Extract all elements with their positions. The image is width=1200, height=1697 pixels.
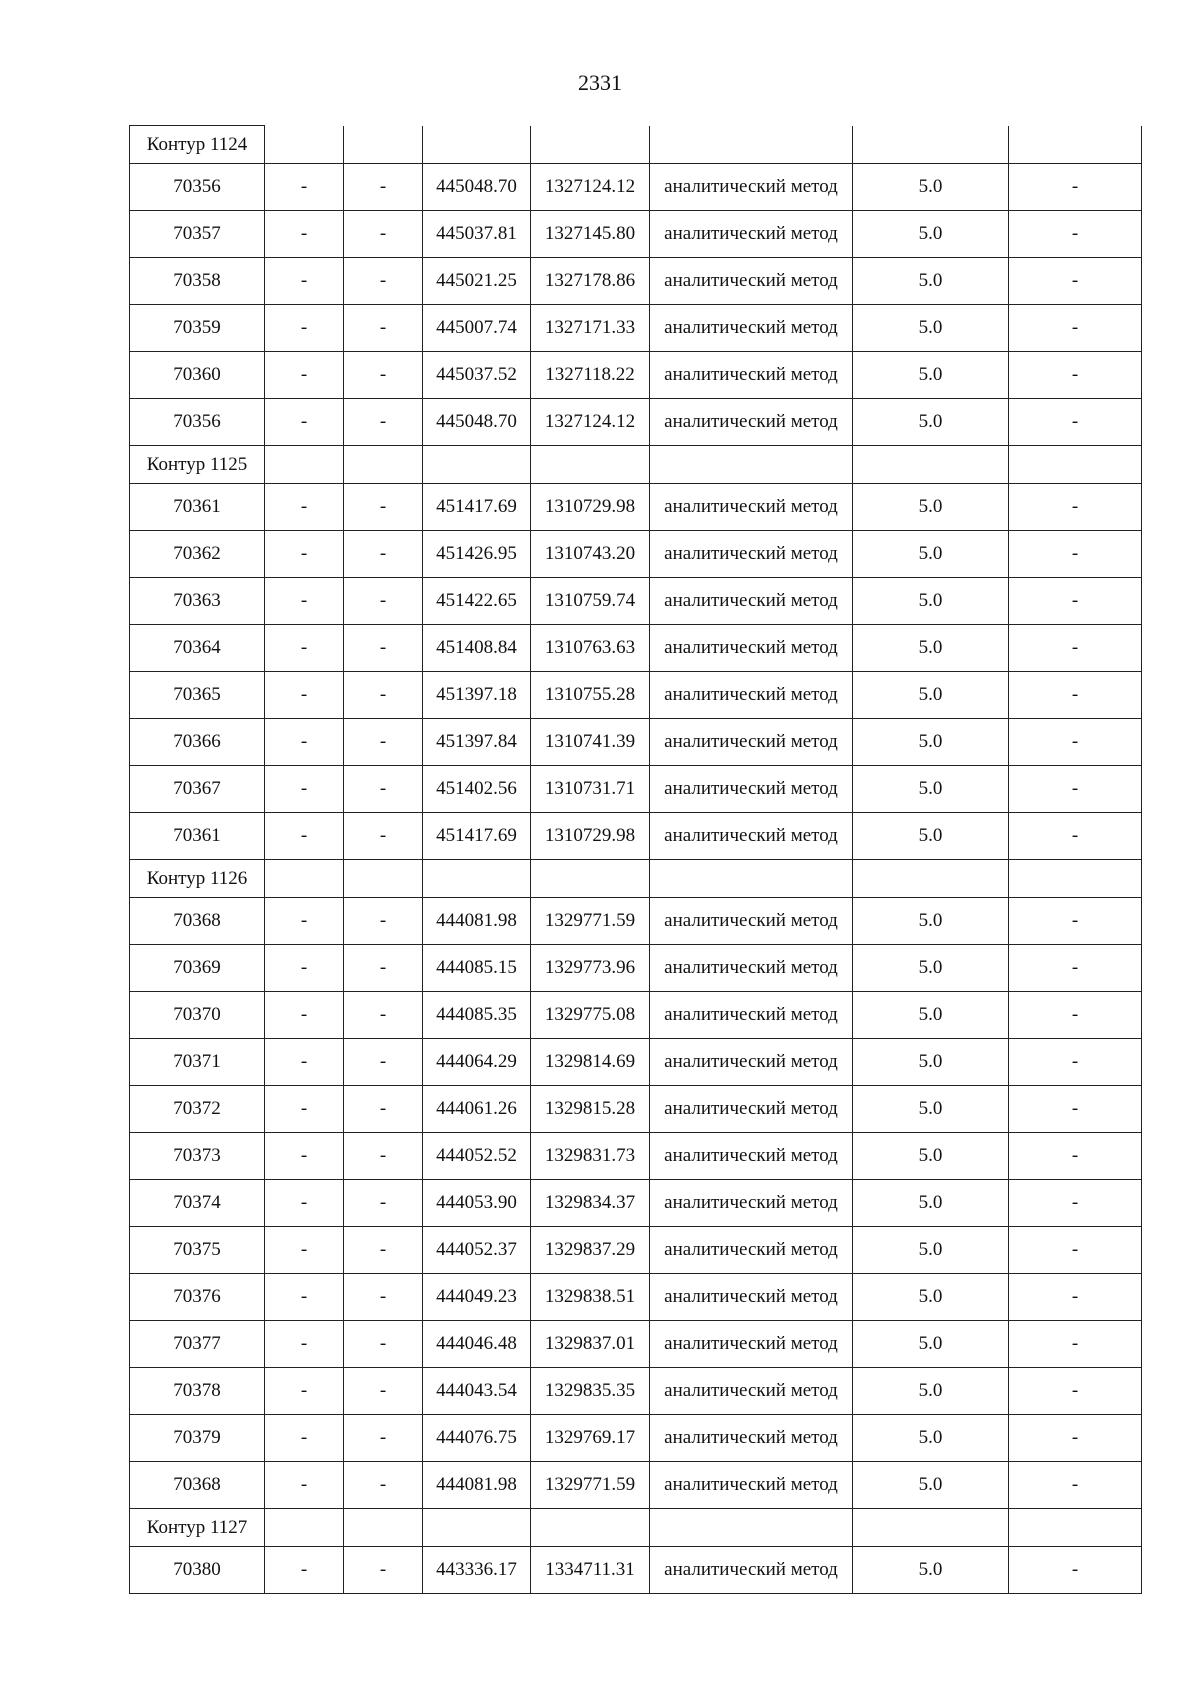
dash-cell: - [265, 531, 344, 578]
empty-cell [344, 860, 423, 898]
method-cell: аналитический метод [650, 625, 853, 672]
empty-cell [265, 446, 344, 484]
x-coordinate-cell: 445021.25 [423, 258, 531, 305]
table-row [130, 164, 1142, 211]
x-coordinate-cell: 451397.18 [423, 672, 531, 719]
table-row [130, 531, 1142, 578]
dash-cell: - [344, 1274, 423, 1321]
empty-cell [1009, 860, 1142, 898]
point-number-cell: 70367 [130, 766, 265, 813]
method-cell: аналитический метод [650, 1368, 853, 1415]
y-coordinate-cell: 1329838.51 [531, 1274, 650, 1321]
dash-cell: - [1009, 1039, 1142, 1086]
precision-cell: 5.0 [853, 1039, 1009, 1086]
y-coordinate-cell: 1329773.96 [531, 945, 650, 992]
dash-cell: - [1009, 992, 1142, 1039]
x-coordinate-cell: 451402.56 [423, 766, 531, 813]
table-row [130, 1462, 1142, 1509]
coordinates-table [129, 125, 1142, 1594]
method-cell: аналитический метод [650, 578, 853, 625]
point-number-cell: 70379 [130, 1415, 265, 1462]
x-coordinate-cell: 445037.52 [423, 352, 531, 399]
point-number-cell: 70356 [130, 164, 265, 211]
table-row [130, 992, 1142, 1039]
precision-cell: 5.0 [853, 1415, 1009, 1462]
method-cell: аналитический метод [650, 164, 853, 211]
empty-cell [423, 126, 531, 164]
method-cell: аналитический метод [650, 1227, 853, 1274]
dash-cell: - [265, 1086, 344, 1133]
dash-cell: - [344, 399, 423, 446]
dash-cell: - [1009, 164, 1142, 211]
empty-cell [344, 126, 423, 164]
precision-cell: 5.0 [853, 1133, 1009, 1180]
dash-cell: - [344, 305, 423, 352]
x-coordinate-cell: 444053.90 [423, 1180, 531, 1227]
y-coordinate-cell: 1334711.31 [531, 1547, 650, 1594]
point-number-cell: 70373 [130, 1133, 265, 1180]
table-row [130, 1321, 1142, 1368]
empty-cell [650, 126, 853, 164]
precision-cell: 5.0 [853, 1462, 1009, 1509]
empty-cell [265, 1509, 344, 1547]
dash-cell: - [265, 1321, 344, 1368]
empty-cell [344, 446, 423, 484]
y-coordinate-cell: 1327118.22 [531, 352, 650, 399]
point-number-cell: 70378 [130, 1368, 265, 1415]
dash-cell: - [1009, 1227, 1142, 1274]
table-row [130, 352, 1142, 399]
dash-cell: - [1009, 211, 1142, 258]
dash-cell: - [1009, 813, 1142, 860]
dash-cell: - [344, 945, 423, 992]
empty-cell [853, 126, 1009, 164]
table-row [130, 719, 1142, 766]
x-coordinate-cell: 444081.98 [423, 898, 531, 945]
precision-cell: 5.0 [853, 1368, 1009, 1415]
y-coordinate-cell: 1327124.12 [531, 399, 650, 446]
method-cell: аналитический метод [650, 1321, 853, 1368]
table-row [130, 945, 1142, 992]
dash-cell: - [1009, 945, 1142, 992]
table-row [130, 1086, 1142, 1133]
method-cell: аналитический метод [650, 766, 853, 813]
precision-cell: 5.0 [853, 719, 1009, 766]
precision-cell: 5.0 [853, 992, 1009, 1039]
dash-cell: - [265, 1180, 344, 1227]
dash-cell: - [344, 1227, 423, 1274]
x-coordinate-cell: 443336.17 [423, 1547, 531, 1594]
y-coordinate-cell: 1310759.74 [531, 578, 650, 625]
y-coordinate-cell: 1329771.59 [531, 898, 650, 945]
dash-cell: - [265, 625, 344, 672]
y-coordinate-cell: 1329775.08 [531, 992, 650, 1039]
point-number-cell: 70377 [130, 1321, 265, 1368]
precision-cell: 5.0 [853, 258, 1009, 305]
y-coordinate-cell: 1329814.69 [531, 1039, 650, 1086]
x-coordinate-cell: 451417.69 [423, 813, 531, 860]
point-number-cell: 70366 [130, 719, 265, 766]
dash-cell: - [1009, 719, 1142, 766]
y-coordinate-cell: 1310763.63 [531, 625, 650, 672]
dash-cell: - [1009, 578, 1142, 625]
contour-header-row [130, 126, 1142, 164]
dash-cell: - [344, 813, 423, 860]
point-number-cell: 70364 [130, 625, 265, 672]
point-number-cell: 70361 [130, 813, 265, 860]
table-body [130, 126, 1142, 1594]
dash-cell: - [1009, 1321, 1142, 1368]
table-row [130, 399, 1142, 446]
precision-cell: 5.0 [853, 484, 1009, 531]
y-coordinate-cell: 1310729.98 [531, 813, 650, 860]
method-cell: аналитический метод [650, 531, 853, 578]
dash-cell: - [1009, 1274, 1142, 1321]
dash-cell: - [1009, 625, 1142, 672]
dash-cell: - [265, 1415, 344, 1462]
contour-name: Контур 1126 [130, 860, 265, 898]
empty-cell [1009, 1509, 1142, 1547]
x-coordinate-cell: 444081.98 [423, 1462, 531, 1509]
empty-cell [423, 1509, 531, 1547]
empty-cell [650, 1509, 853, 1547]
dash-cell: - [265, 1039, 344, 1086]
dash-cell: - [344, 211, 423, 258]
dash-cell: - [344, 1547, 423, 1594]
method-cell: аналитический метод [650, 1133, 853, 1180]
y-coordinate-cell: 1329837.29 [531, 1227, 650, 1274]
contour-name: Контур 1127 [130, 1509, 265, 1547]
method-cell: аналитический метод [650, 1547, 853, 1594]
point-number-cell: 70370 [130, 992, 265, 1039]
precision-cell: 5.0 [853, 672, 1009, 719]
point-number-cell: 70359 [130, 305, 265, 352]
dash-cell: - [265, 813, 344, 860]
point-number-cell: 70365 [130, 672, 265, 719]
dash-cell: - [265, 352, 344, 399]
y-coordinate-cell: 1327145.80 [531, 211, 650, 258]
empty-cell [344, 1509, 423, 1547]
x-coordinate-cell: 444052.37 [423, 1227, 531, 1274]
precision-cell: 5.0 [853, 352, 1009, 399]
empty-cell [853, 1509, 1009, 1547]
dash-cell: - [344, 1321, 423, 1368]
dash-cell: - [265, 211, 344, 258]
dash-cell: - [1009, 1086, 1142, 1133]
dash-cell: - [1009, 399, 1142, 446]
dash-cell: - [265, 484, 344, 531]
dash-cell: - [265, 898, 344, 945]
dash-cell: - [1009, 1547, 1142, 1594]
method-cell: аналитический метод [650, 1415, 853, 1462]
precision-cell: 5.0 [853, 625, 1009, 672]
point-number-cell: 70360 [130, 352, 265, 399]
precision-cell: 5.0 [853, 1086, 1009, 1133]
point-number-cell: 70363 [130, 578, 265, 625]
dash-cell: - [1009, 898, 1142, 945]
x-coordinate-cell: 451417.69 [423, 484, 531, 531]
point-number-cell: 70362 [130, 531, 265, 578]
table-row [130, 258, 1142, 305]
y-coordinate-cell: 1329835.35 [531, 1368, 650, 1415]
point-number-cell: 70368 [130, 1462, 265, 1509]
y-coordinate-cell: 1329831.73 [531, 1133, 650, 1180]
empty-cell [265, 126, 344, 164]
y-coordinate-cell: 1329815.28 [531, 1086, 650, 1133]
dash-cell: - [344, 578, 423, 625]
method-cell: аналитический метод [650, 945, 853, 992]
dash-cell: - [344, 992, 423, 1039]
dash-cell: - [265, 766, 344, 813]
dash-cell: - [344, 1415, 423, 1462]
method-cell: аналитический метод [650, 258, 853, 305]
dash-cell: - [344, 766, 423, 813]
dash-cell: - [1009, 305, 1142, 352]
table-row [130, 1368, 1142, 1415]
precision-cell: 5.0 [853, 1274, 1009, 1321]
x-coordinate-cell: 445037.81 [423, 211, 531, 258]
contour-header-row [130, 860, 1142, 898]
precision-cell: 5.0 [853, 1321, 1009, 1368]
x-coordinate-cell: 444076.75 [423, 1415, 531, 1462]
dash-cell: - [344, 1086, 423, 1133]
empty-cell [853, 860, 1009, 898]
table-row [130, 672, 1142, 719]
table-row [130, 1547, 1142, 1594]
dash-cell: - [344, 672, 423, 719]
contour-name: Контур 1124 [130, 126, 265, 164]
dash-cell: - [265, 578, 344, 625]
dash-cell: - [1009, 1415, 1142, 1462]
precision-cell: 5.0 [853, 1180, 1009, 1227]
y-coordinate-cell: 1310755.28 [531, 672, 650, 719]
precision-cell: 5.0 [853, 813, 1009, 860]
dash-cell: - [265, 164, 344, 211]
empty-cell [531, 1509, 650, 1547]
point-number-cell: 70369 [130, 945, 265, 992]
point-number-cell: 70376 [130, 1274, 265, 1321]
dash-cell: - [344, 898, 423, 945]
empty-cell [1009, 446, 1142, 484]
dash-cell: - [344, 625, 423, 672]
precision-cell: 5.0 [853, 531, 1009, 578]
point-number-cell: 70368 [130, 898, 265, 945]
dash-cell: - [265, 1227, 344, 1274]
precision-cell: 5.0 [853, 766, 1009, 813]
x-coordinate-cell: 444061.26 [423, 1086, 531, 1133]
point-number-cell: 70372 [130, 1086, 265, 1133]
point-number-cell: 70374 [130, 1180, 265, 1227]
point-number-cell: 70371 [130, 1039, 265, 1086]
empty-cell [853, 446, 1009, 484]
page-number: 2331 [578, 70, 622, 95]
table-row [130, 766, 1142, 813]
y-coordinate-cell: 1329834.37 [531, 1180, 650, 1227]
dash-cell: - [1009, 484, 1142, 531]
y-coordinate-cell: 1327178.86 [531, 258, 650, 305]
table-row [130, 1227, 1142, 1274]
point-number-cell: 70356 [130, 399, 265, 446]
table-row [130, 578, 1142, 625]
method-cell: аналитический метод [650, 898, 853, 945]
contour-header-row [130, 1509, 1142, 1547]
empty-cell [531, 860, 650, 898]
dash-cell: - [1009, 672, 1142, 719]
precision-cell: 5.0 [853, 945, 1009, 992]
dash-cell: - [1009, 766, 1142, 813]
dash-cell: - [344, 1133, 423, 1180]
table-row [130, 898, 1142, 945]
contour-header-row [130, 446, 1142, 484]
x-coordinate-cell: 444085.15 [423, 945, 531, 992]
x-coordinate-cell: 444043.54 [423, 1368, 531, 1415]
x-coordinate-cell: 451408.84 [423, 625, 531, 672]
y-coordinate-cell: 1327171.33 [531, 305, 650, 352]
x-coordinate-cell: 445007.74 [423, 305, 531, 352]
dash-cell: - [344, 531, 423, 578]
table-row [130, 211, 1142, 258]
y-coordinate-cell: 1310729.98 [531, 484, 650, 531]
y-coordinate-cell: 1310741.39 [531, 719, 650, 766]
y-coordinate-cell: 1329771.59 [531, 1462, 650, 1509]
empty-cell [650, 860, 853, 898]
point-number-cell: 70357 [130, 211, 265, 258]
dash-cell: - [265, 1547, 344, 1594]
empty-cell [265, 860, 344, 898]
precision-cell: 5.0 [853, 399, 1009, 446]
contour-name: Контур 1125 [130, 446, 265, 484]
dash-cell: - [1009, 531, 1142, 578]
dash-cell: - [1009, 1462, 1142, 1509]
x-coordinate-cell: 451397.84 [423, 719, 531, 766]
method-cell: аналитический метод [650, 211, 853, 258]
dash-cell: - [265, 1274, 344, 1321]
method-cell: аналитический метод [650, 1462, 853, 1509]
dash-cell: - [1009, 258, 1142, 305]
point-number-cell: 70375 [130, 1227, 265, 1274]
empty-cell [423, 446, 531, 484]
table-row [130, 1039, 1142, 1086]
table-row [130, 1180, 1142, 1227]
precision-cell: 5.0 [853, 211, 1009, 258]
method-cell: аналитический метод [650, 484, 853, 531]
x-coordinate-cell: 451422.65 [423, 578, 531, 625]
dash-cell: - [265, 945, 344, 992]
y-coordinate-cell: 1310731.71 [531, 766, 650, 813]
point-number-cell: 70361 [130, 484, 265, 531]
method-cell: аналитический метод [650, 719, 853, 766]
table-row [130, 1415, 1142, 1462]
x-coordinate-cell: 445048.70 [423, 164, 531, 211]
dash-cell: - [265, 305, 344, 352]
empty-cell [531, 126, 650, 164]
precision-cell: 5.0 [853, 305, 1009, 352]
y-coordinate-cell: 1327124.12 [531, 164, 650, 211]
x-coordinate-cell: 444052.52 [423, 1133, 531, 1180]
y-coordinate-cell: 1329769.17 [531, 1415, 650, 1462]
dash-cell: - [265, 1368, 344, 1415]
dash-cell: - [265, 719, 344, 766]
empty-cell [1009, 126, 1142, 164]
method-cell: аналитический метод [650, 672, 853, 719]
dash-cell: - [1009, 1368, 1142, 1415]
table-row [130, 625, 1142, 672]
point-number-cell: 70358 [130, 258, 265, 305]
method-cell: аналитический метод [650, 305, 853, 352]
dash-cell: - [1009, 1180, 1142, 1227]
precision-cell: 5.0 [853, 1227, 1009, 1274]
method-cell: аналитический метод [650, 1086, 853, 1133]
precision-cell: 5.0 [853, 164, 1009, 211]
dash-cell: - [344, 1462, 423, 1509]
precision-cell: 5.0 [853, 898, 1009, 945]
point-number-cell: 70380 [130, 1547, 265, 1594]
dash-cell: - [344, 1180, 423, 1227]
dash-cell: - [344, 352, 423, 399]
dash-cell: - [344, 719, 423, 766]
dash-cell: - [344, 258, 423, 305]
x-coordinate-cell: 444049.23 [423, 1274, 531, 1321]
y-coordinate-cell: 1310743.20 [531, 531, 650, 578]
method-cell: аналитический метод [650, 399, 853, 446]
dash-cell: - [265, 992, 344, 1039]
dash-cell: - [344, 164, 423, 211]
precision-cell: 5.0 [853, 578, 1009, 625]
y-coordinate-cell: 1329837.01 [531, 1321, 650, 1368]
precision-cell: 5.0 [853, 1547, 1009, 1594]
dash-cell: - [1009, 352, 1142, 399]
empty-cell [650, 446, 853, 484]
x-coordinate-cell: 451426.95 [423, 531, 531, 578]
table-row [130, 305, 1142, 352]
dash-cell: - [265, 672, 344, 719]
table-row [130, 813, 1142, 860]
method-cell: аналитический метод [650, 1180, 853, 1227]
dash-cell: - [344, 1039, 423, 1086]
dash-cell: - [265, 258, 344, 305]
dash-cell: - [344, 484, 423, 531]
dash-cell: - [265, 1133, 344, 1180]
dash-cell: - [265, 1462, 344, 1509]
method-cell: аналитический метод [650, 1274, 853, 1321]
dash-cell: - [1009, 1133, 1142, 1180]
dash-cell: - [344, 1368, 423, 1415]
method-cell: аналитический метод [650, 1039, 853, 1086]
x-coordinate-cell: 444046.48 [423, 1321, 531, 1368]
x-coordinate-cell: 444085.35 [423, 992, 531, 1039]
table-row [130, 1274, 1142, 1321]
x-coordinate-cell: 445048.70 [423, 399, 531, 446]
method-cell: аналитический метод [650, 992, 853, 1039]
x-coordinate-cell: 444064.29 [423, 1039, 531, 1086]
table-row [130, 1133, 1142, 1180]
method-cell: аналитический метод [650, 352, 853, 399]
empty-cell [423, 860, 531, 898]
empty-cell [531, 446, 650, 484]
dash-cell: - [265, 399, 344, 446]
table-row [130, 484, 1142, 531]
method-cell: аналитический метод [650, 813, 853, 860]
